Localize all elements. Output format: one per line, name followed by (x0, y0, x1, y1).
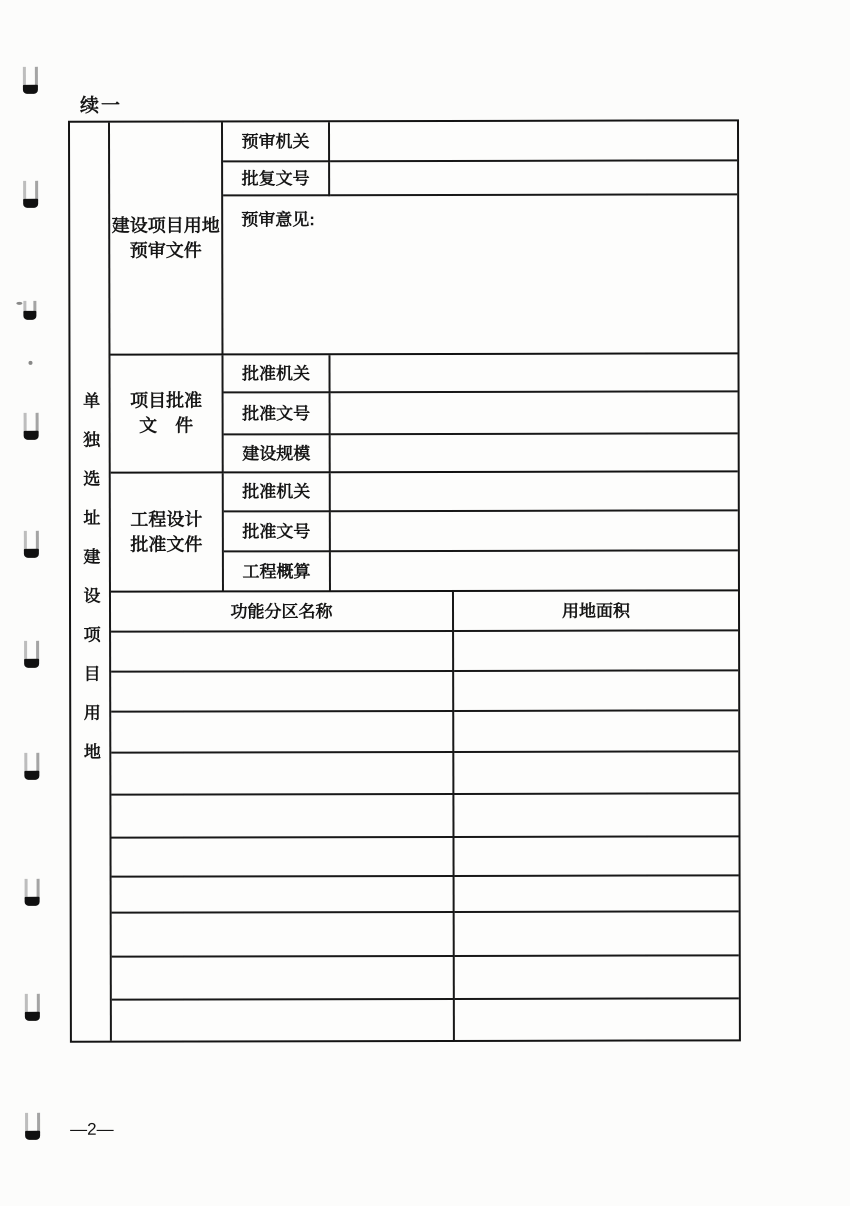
zone-area-cell (454, 711, 738, 753)
scan-artifact (23, 301, 36, 320)
zone-name-cell (111, 632, 454, 673)
zone-name-cell (112, 913, 455, 958)
page-number: —2— (70, 1119, 114, 1139)
zone-name-header: 功能分区名称 (111, 592, 454, 633)
row-group-label-vertical: 单独选址建设项目用地 (70, 123, 112, 1041)
zone-area-cell (454, 752, 738, 795)
field-label-approval-doc-number: 批准文号 (224, 393, 331, 435)
field-label-project-budget: 工程概算 (224, 552, 331, 592)
section-label-design-approval (111, 473, 224, 592)
zone-area-header: 用地面积 (454, 591, 738, 632)
field-value-design-approval-doc-number (331, 511, 738, 552)
pre-review-opinion-label: 预审意见: (241, 210, 315, 230)
zone-area-cell (454, 671, 738, 712)
section-label-line1: 项目批准 (130, 390, 203, 411)
zone-area-cell (455, 912, 739, 957)
field-value-construction-scale (331, 434, 738, 473)
field-value-project-budget (331, 551, 738, 592)
zone-name-cell (111, 753, 454, 796)
pre-review-opinion-cell (223, 195, 737, 355)
scan-artifact (23, 181, 38, 208)
field-label-construction-scale: 建设规模 (224, 435, 331, 473)
field-value-design-approval-authority (331, 472, 738, 512)
field-value-approval-doc-number (331, 392, 738, 435)
zone-area-cell (454, 837, 738, 877)
scan-artifact (25, 879, 40, 906)
zone-area-cell (455, 999, 739, 1040)
zone-area-cell (455, 876, 739, 913)
scan-artifact (25, 1113, 40, 1140)
zone-name-cell (112, 877, 455, 914)
field-value-approval-authority (330, 354, 737, 393)
zone-name-cell (112, 1000, 455, 1041)
section-label-line2: 文 件 (139, 415, 194, 436)
scan-artifact (16, 302, 22, 305)
section-label-project-approval (110, 355, 223, 473)
scan-artifact (23, 67, 38, 94)
section-label-line1: 工程设计 (130, 508, 203, 530)
scan-artifact (24, 531, 39, 558)
zone-area-cell (454, 631, 738, 672)
zone-name-cell (111, 712, 454, 754)
field-label-design-approval-authority: 批准机关 (224, 473, 331, 512)
form-table (68, 119, 741, 1042)
section-label-line2: 批准文件 (130, 533, 203, 555)
section-label-line2: 预审文件 (129, 239, 202, 261)
zone-name-cell (111, 672, 454, 713)
continuation-label: 续一 (79, 95, 122, 117)
scan-artifact (28, 361, 32, 365)
field-label-approval-authority: 批准机关 (223, 355, 330, 393)
field-label-reply-doc-number: 批复文号 (223, 162, 330, 196)
field-label-design-approval-doc-number: 批准文号 (224, 512, 331, 552)
field-label-pre-review-authority: 预审机关 (223, 122, 330, 162)
scan-artifact (25, 994, 40, 1021)
zone-name-cell (111, 795, 454, 839)
scan-artifact (24, 753, 39, 780)
scan-artifact (24, 413, 39, 440)
zone-name-cell (111, 838, 454, 878)
field-value-pre-review-authority (330, 121, 737, 162)
field-value-reply-doc-number (330, 161, 737, 196)
zone-area-cell (454, 794, 738, 838)
zone-area-cell (455, 956, 739, 1000)
scan-artifact (24, 641, 39, 668)
section-label-land-pre-review (110, 122, 223, 355)
zone-name-cell (112, 957, 455, 1001)
section-label-line1: 建设项目用地 (111, 214, 220, 236)
